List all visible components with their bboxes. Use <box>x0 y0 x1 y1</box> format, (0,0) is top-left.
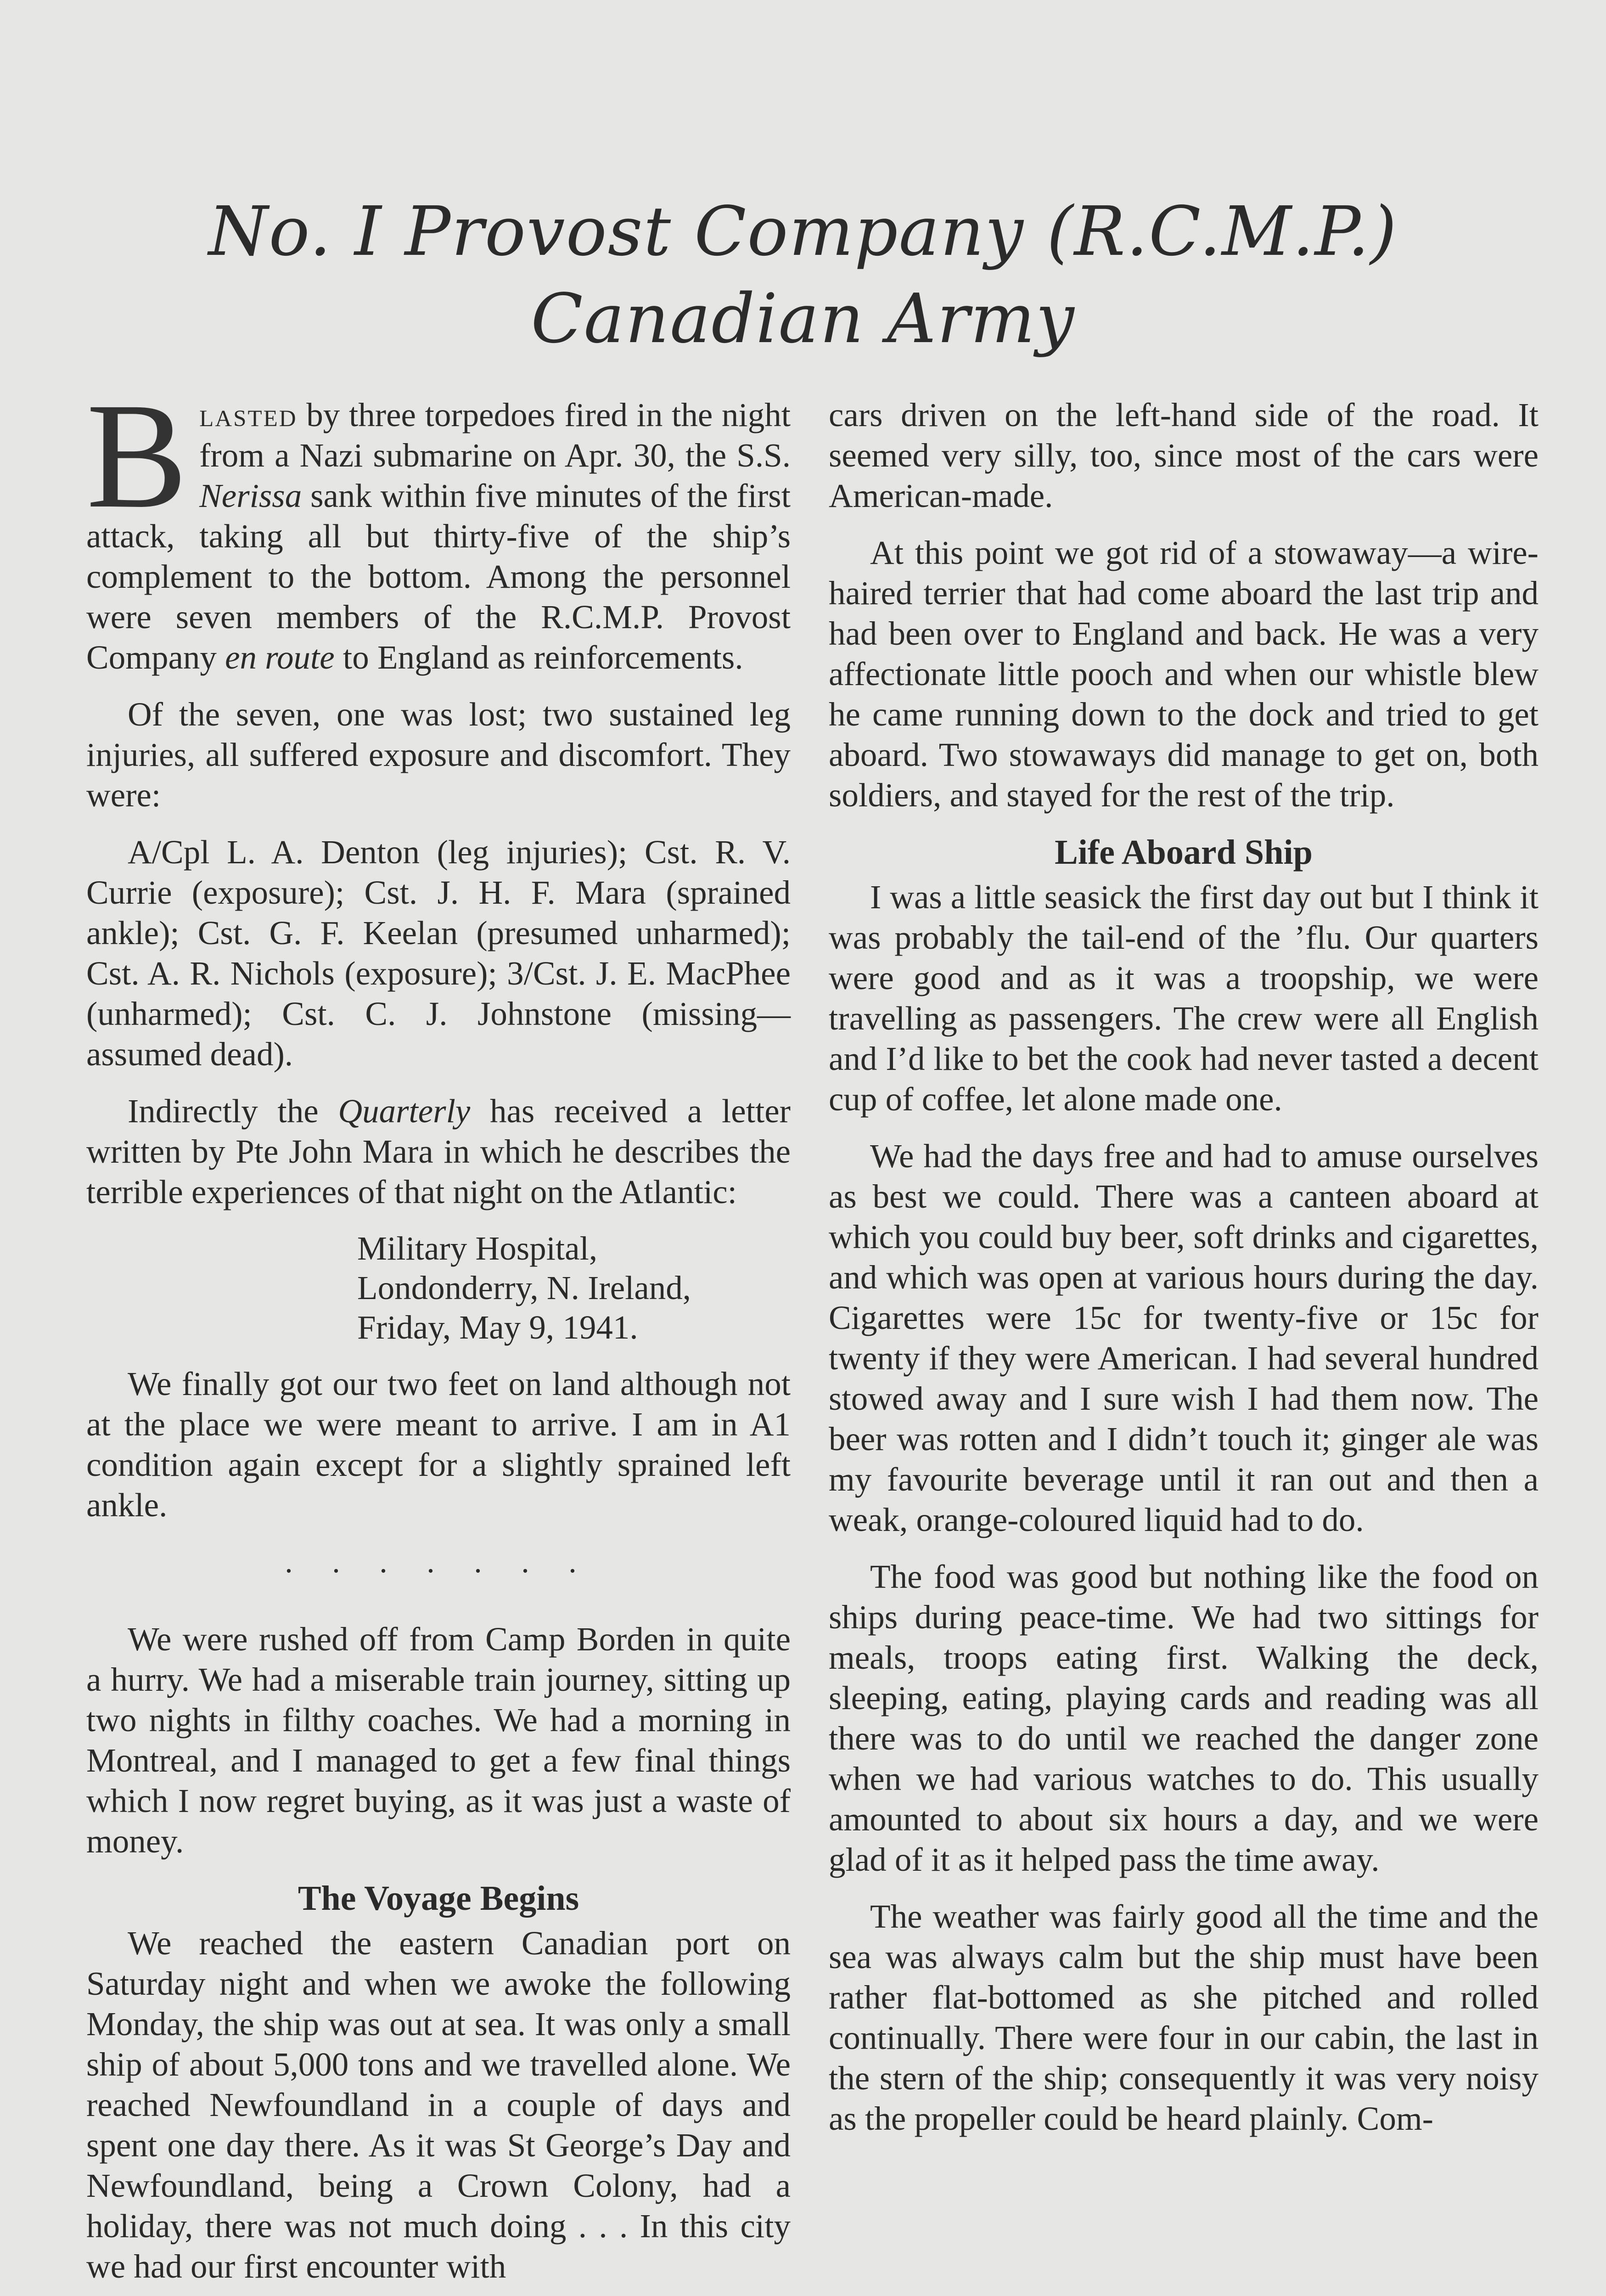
paragraph: We were rushed off from Camp Borden in quite a hurry. We had a miserable train journey, sitting up two nights in filthy coaches. We had a morning in Montreal, and I managed to get a few final things which I now regret buying, as it was just a waste of money. <box>86 1621 791 1860</box>
drop-cap: B <box>86 372 188 540</box>
paragraph: We finally got our two feet on land although not at the place we were meant to arrive. I am in A1 condition again except for a slightly sprained left ankle. <box>86 1365 791 1524</box>
paragraph: The weather was fairly good all the time and the sea was always calm but the ship must have been rather flat-bottomed as she pitched and rolled continually. There were four in our cabin, the last in the stern of the ship; consequently it was very noisy as the propeller could be heard plainly. Com- <box>829 1898 1539 2137</box>
address-line: Military Hospital, <box>357 1230 598 1267</box>
text: Indirectly the <box>128 1092 338 1130</box>
address-line: Friday, May 9, 1941. <box>357 1309 638 1346</box>
quarterly-italic: Quarterly <box>338 1092 471 1130</box>
article-title-line1: No. I Provost Company (R.C.M.P.) <box>208 192 1398 271</box>
text: has received a letter written by Pte John Mara in which he describes the terrible experiences of that night on the Atlantic: <box>86 1092 791 1210</box>
paragraph: We had the days free and had to amuse ourselves as best we could. There was a canteen aboard at which you could buy beer, soft drinks and cigarettes, and which was open at various hours during the day. Cigarettes were 15c for twenty-five or 15c for twenty if they were American. I had several hundred stowed away and I sure wish I had them now. The beer was rotten and I didn’t touch it; ginger ale was my favourite beverage until it ran out and then a weak, orange-coloured liquid had to do. <box>829 1137 1539 1538</box>
casualty-list: A/Cpl L. A. Denton (leg injuries); Cst. R. V. Currie (exposure); Cst. J. H. F. Mara (sprained ankle); Cst. G. F. Keelan (presumed unharmed); Cst. A. R. Nichols (exposure); 3/Cst. J. E. MacPhee (unharmed); Cst. C. J. Johnstone (missing—assumed dead). <box>86 833 791 1073</box>
paragraph: The food was good but nothing like the food on ships during peace-time. We had two sittings for meals, troops eating first. Walking the deck, sleeping, eating, playing cards and reading was all there was to do until we reached the danger zone when we had various watches to do. This usually amounted to about six hours a day, and we were glad of it as it helped pass the time away. <box>829 1558 1539 1878</box>
intro-paragraph <box>86 372 791 678</box>
section-heading: The Voyage Begins <box>298 1879 579 1918</box>
paragraph: At this point we got rid of a stowaway—a wire-haired terrier that had come aboard the last trip and had been over to England and back. He was a very affectionate little pooch and when our whistle blew he came running down to the dock and tried to get aboard. Two stowaways did manage to get on, both soldiers, and stayed for the rest of the trip. <box>829 534 1539 814</box>
intro-text-1: by three torpedoes fired in the night from a Nazi submarine on Apr. 30, the S.S. <box>199 396 791 474</box>
section-heading: Life Aboard Ship <box>1055 833 1313 872</box>
article-title-line2: Canadian Army <box>531 279 1075 358</box>
left-column <box>86 372 791 2296</box>
right-column <box>829 395 1539 2155</box>
paragraph <box>86 1091 791 1212</box>
intro-text-2: sank within five minutes of the first attack, taking all but thirty-five of the ship’s complement to the bottom. Among the personnel were seven members of the R.C.M.P. Provost Company <box>86 477 791 676</box>
address-line: Londonderry, N. Ireland, <box>357 1269 691 1306</box>
paragraph: We reached the eastern Canadian port on Saturday night and when we awoke the following Monday, the ship was out at sea. It was only a small ship of about 5,000 tons and we travelled alone. We reached Newfoundland in a couple of days and spent one day there. As it was St George’s Day and Newfoundland, being a Crown Colony, had a holiday, there was not much doing . . . In this city we had our first encounter with <box>86 1925 791 2285</box>
paragraph: cars driven on the left-hand side of the road. It seemed very silly, too, since most of the cars were American-made. <box>829 396 1539 514</box>
intro-text-3: to England as reinforcements. <box>334 639 743 676</box>
lead-smallcaps: lasted <box>199 396 298 433</box>
paragraph: I was a little seasick the first day out but I think it was probably the tail-end of the ’flu. Our quarters were good and as it was a troopship, we were travelling as passengers. The crew were all English and I’d like to bet the cook had never tasted a decent cup of coffee, let alone made one. <box>829 878 1539 1118</box>
letter-address <box>357 1229 791 1347</box>
paragraph: Of the seven, one was lost; two sustained leg injuries, all suffered exposure and discomfort. They were: <box>86 696 791 814</box>
section-break: . . . . . . . <box>285 1544 592 1580</box>
ship-name: Nerissa <box>199 477 302 514</box>
en-route-italic: en route <box>225 639 335 676</box>
